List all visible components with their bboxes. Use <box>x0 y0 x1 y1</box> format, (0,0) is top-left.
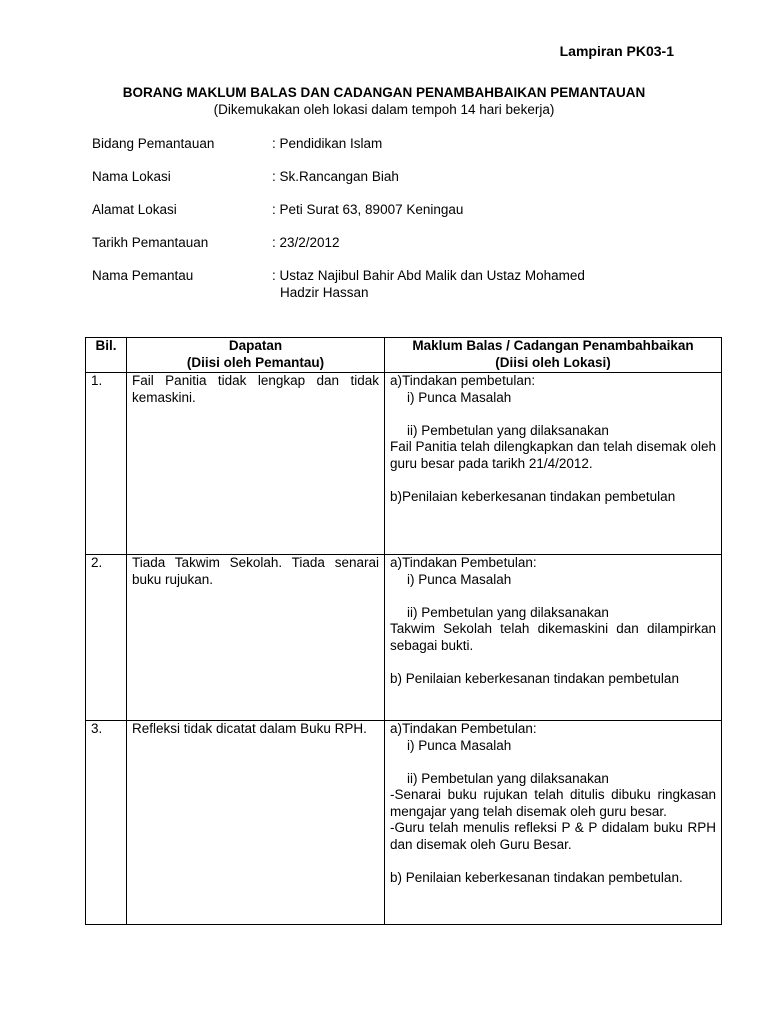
row-maklum-balas <box>385 373 722 555</box>
field-value: : Peti Surat 63, 89007 Keningau <box>272 202 464 217</box>
header-maklum-balas <box>385 338 722 373</box>
table-row <box>86 555 722 721</box>
field-value: : 23/2/2012 <box>272 235 340 250</box>
pembetulan-heading: ii) Pembetulan yang dilaksanakan <box>407 604 609 620</box>
header-maklum-title: Maklum Balas / Cadangan Penambahbaikan <box>412 338 694 353</box>
penilaian: b) Penilaian keberkesanan tindakan pembetulan <box>390 670 679 686</box>
penilaian: b) Penilaian keberkesanan tindakan pembetulan. <box>390 869 683 885</box>
form-title-sub: (Dikemukakan oleh lokasi dalam tempoh 14 hari bekerja) <box>213 101 555 117</box>
header-maklum-sub: (Diisi oleh Lokasi) <box>495 354 611 370</box>
field-tarikh <box>92 235 692 252</box>
punca-masalah: i) Punca Masalah <box>407 389 512 405</box>
feedback-table <box>85 337 722 925</box>
tindakan-heading: a)Tindakan Pembetulan: <box>390 555 537 570</box>
form-title-main: BORANG MAKLUM BALAS DAN CADANGAN PENAMBAHBAIKAN PEMANTAUAN <box>122 85 646 100</box>
header-dapatan <box>127 338 385 373</box>
field-pemantau <box>92 268 692 301</box>
field-label: Bidang Pemantauan <box>92 136 215 151</box>
table-row <box>86 721 722 925</box>
punca-masalah: i) Punca Masalah <box>407 571 512 587</box>
header-dapatan-sub: (Diisi oleh Pemantau) <box>186 354 325 370</box>
field-label: Alamat Lokasi <box>92 202 177 217</box>
field-value: : Sk.Rancangan Biah <box>272 169 399 184</box>
row-maklum-balas <box>385 721 722 925</box>
field-value: : Pendidikan Islam <box>272 136 383 151</box>
penilaian: b)Penilaian keberkesanan tindakan pembetulan <box>390 488 676 504</box>
row-maklum-balas <box>385 555 722 721</box>
pembetulan-heading: ii) Pembetulan yang dilaksanakan <box>407 770 609 786</box>
field-value-line1: : Ustaz Najibul Bahir Abd Malik dan Ustaz Mohamed <box>272 268 585 283</box>
table-row <box>86 373 722 555</box>
row-bil: 1. <box>86 373 127 555</box>
field-label: Tarikh Pemantauan <box>92 235 209 250</box>
header-bil: Bil. <box>86 338 127 373</box>
field-label: Nama Lokasi <box>92 169 171 184</box>
punca-masalah: i) Punca Masalah <box>407 737 512 753</box>
pembetulan-detail: -Senarai buku rujukan telah ditulis dibuku ringkasan mengajar yang telah disemak oleh guru besar. <box>390 787 716 819</box>
pembetulan-detail: -Guru telah menulis refleksi P & P didalam buku RPH dan disemak oleh Guru Besar. <box>390 820 716 852</box>
row-dapatan: Refleksi tidak dicatat dalam Buku RPH. <box>127 721 385 925</box>
row-bil: 2. <box>86 555 127 721</box>
field-label: Nama Pemantau <box>92 268 194 283</box>
field-value-line2: Hadzir Hassan <box>280 284 369 300</box>
row-bil: 3. <box>86 721 127 925</box>
row-dapatan: Fail Panitia tidak lengkap dan tidak kemaskini. <box>127 373 385 555</box>
header-dapatan-title: Dapatan <box>228 338 283 353</box>
row-dapatan: Tiada Takwim Sekolah. Tiada senarai buku rujukan. <box>127 555 385 721</box>
field-nama-lokasi <box>92 169 692 186</box>
tindakan-heading: a)Tindakan Pembetulan: <box>390 721 537 736</box>
field-alamat <box>92 202 692 219</box>
pembetulan-heading: ii) Pembetulan yang dilaksanakan <box>407 422 609 438</box>
pembetulan-detail: Takwim Sekolah telah dikemaskini dan dilampirkan sebagai bukti. <box>390 621 716 653</box>
tindakan-heading: a)Tindakan pembetulan: <box>390 373 536 388</box>
table-header-row <box>86 338 722 373</box>
field-bidang <box>92 136 692 153</box>
info-fields <box>92 136 692 318</box>
field-value <box>272 268 692 301</box>
form-title <box>84 85 684 118</box>
pembetulan-detail: Fail Panitia telah dilengkapkan dan telah disemak oleh guru besar pada tarikh 21/4/2012. <box>390 439 716 471</box>
lampiran-label: Lampiran PK03-1 <box>559 43 674 59</box>
